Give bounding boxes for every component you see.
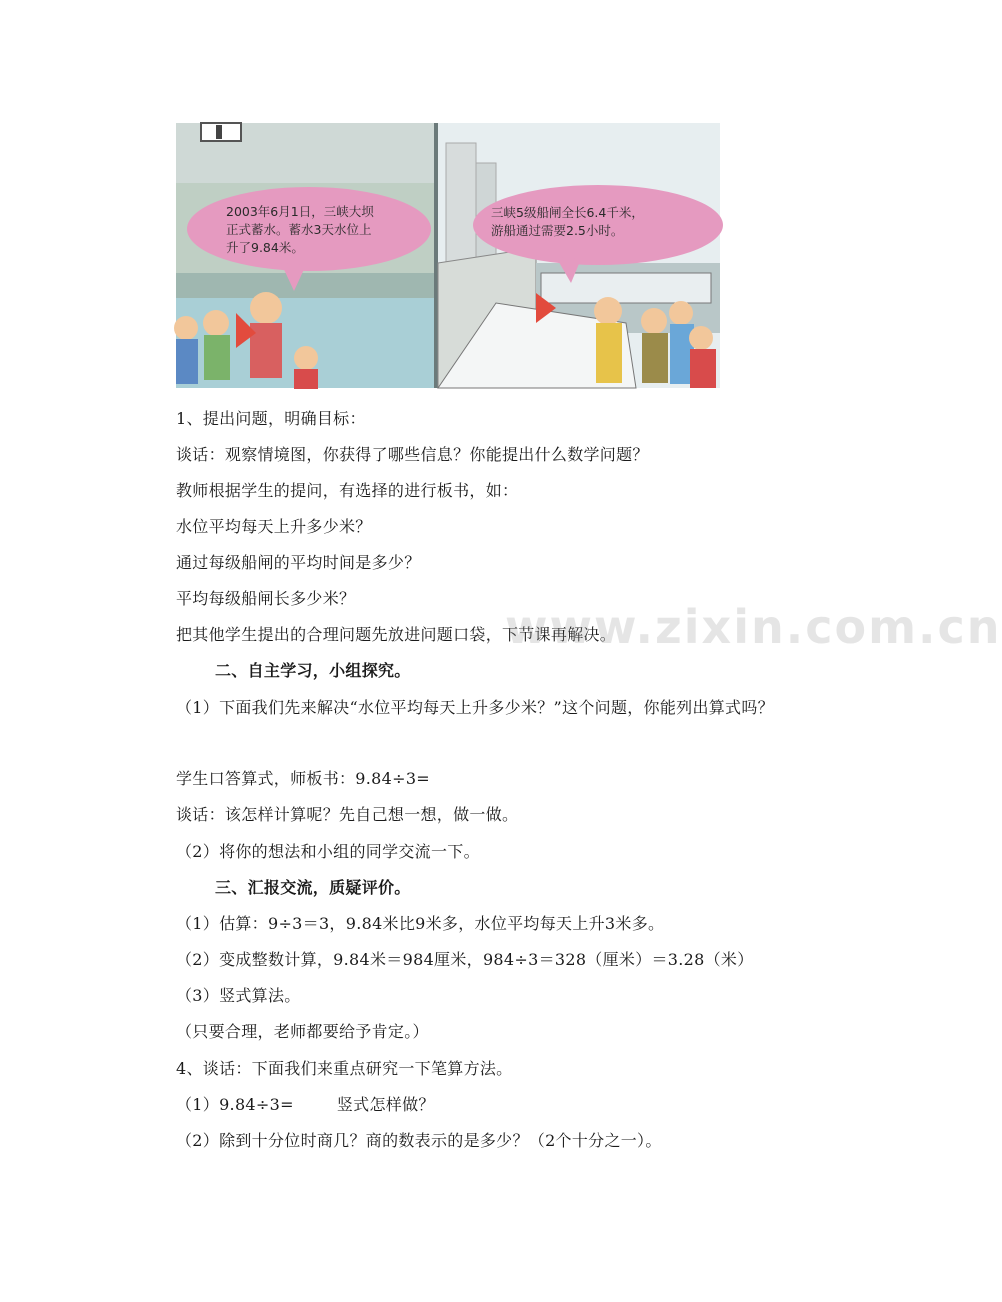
text-line: （2）将你的想法和小组的同学交流一下。: [176, 842, 480, 861]
speech-bubble-left: 2003年6月1日，三峡大坝 正式蓄水。蓄水3天水位上 升了9.84米。: [226, 204, 374, 255]
text-line: 教师根据学生的提问，有选择的进行板书，如：: [176, 481, 519, 500]
textbook-illustration: [176, 123, 720, 388]
text-line: （2）变成整数计算，9.84米＝984厘米，984÷3＝328（厘米）＝3.28（米）: [176, 950, 754, 969]
section-4-heading: 4、谈话：下面我们来重点研究一下笔算方法。: [176, 1059, 513, 1078]
section-1-heading: 1、提出问题，明确目标：: [176, 409, 366, 428]
text-line: 水位平均每天上升多少米？: [176, 517, 372, 536]
speech-bubble-right: 三峡5级船闸全长6.4千米， 游船通过需要2.5小时。: [491, 205, 644, 238]
text-line: 平均每级船闸长多少米？: [176, 589, 356, 608]
text-line: （1）估算：9÷3＝3，9.84米比9米多，水位平均每天上升3米多。: [176, 914, 665, 933]
text-line: 学生口答算式，师板书：9.84÷3=: [176, 769, 431, 788]
text-line: 谈话：观察情境图，你获得了哪些信息？你能提出什么数学问题？: [176, 445, 649, 464]
text-line: 把其他学生提出的合理问题先放进问题口袋，下节课再解决。: [176, 625, 617, 644]
text-line: （3）竖式算法。: [176, 986, 301, 1005]
section-2-heading: 二、自主学习，小组探究。: [215, 661, 411, 680]
text-line: （1）9.84÷3= 竖式怎样做？: [176, 1095, 435, 1114]
text-paragraph: （1）下面我们先来解决“水位平均每天上升多少米？”这个问题，你能列出算式吗？: [176, 698, 774, 717]
text-line: （只要合理，老师都要给予肯定。）: [176, 1022, 429, 1041]
text-line: 通过每级船闸的平均时间是多少？: [176, 553, 421, 572]
text-line: （2）除到十分位时商几？商的数表示的是多少？（2个十分之一）。: [176, 1131, 662, 1150]
text-line: 谈话：该怎样计算呢？先自己想一想，做一做。: [176, 805, 519, 824]
watermark: www.zixin.com.cn: [505, 600, 1002, 654]
section-3-heading: 三、汇报交流，质疑评价。: [215, 878, 411, 897]
